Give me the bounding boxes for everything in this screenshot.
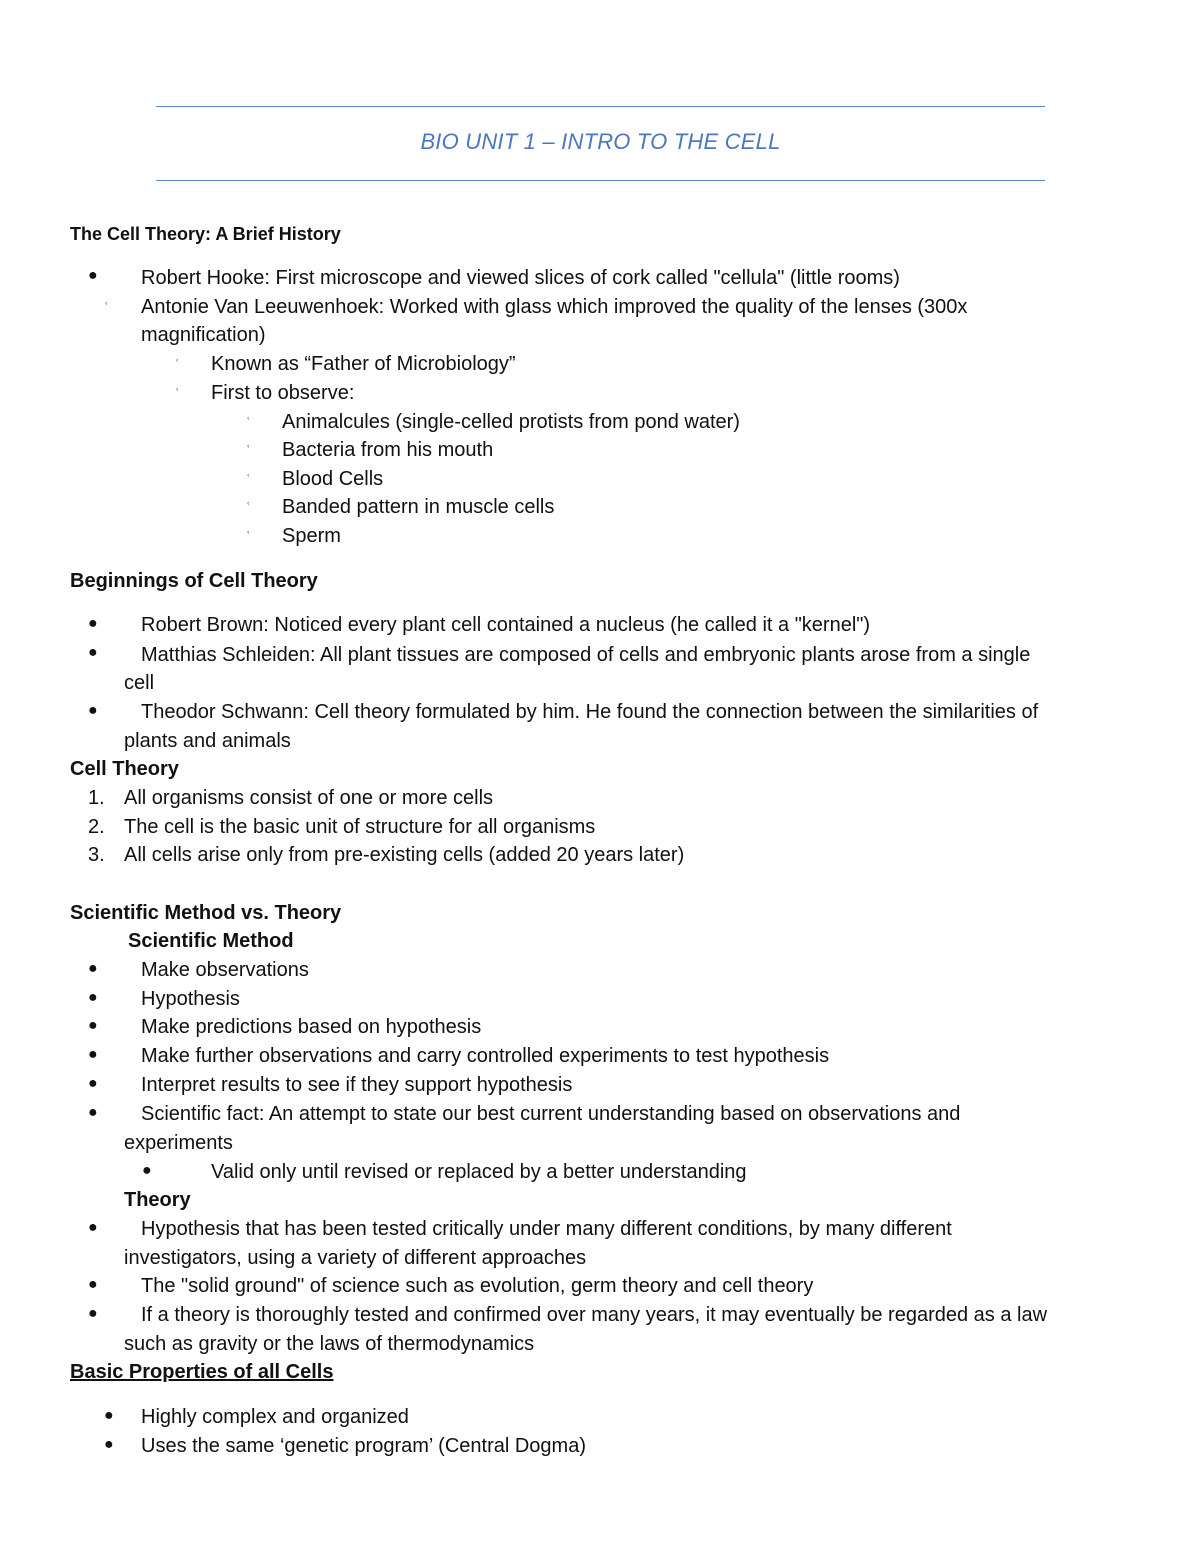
theory-heading: Theory: [124, 1189, 191, 1211]
cell-theory-item: All cells arise only from pre-existing cells (added 20 years later): [124, 844, 685, 866]
observation-item: Bacteria from his mouth: [282, 439, 494, 461]
cell-theory-item: All organisms consist of one or more cells: [124, 787, 494, 809]
property-item: Uses the same ‘genetic program’ (Central Dogma): [141, 1435, 586, 1457]
property-item: Highly complex and organized: [141, 1406, 409, 1428]
first-observe-text: First to observe:: [211, 382, 355, 404]
tick-bullet-icon: ʿ: [246, 415, 251, 430]
leeuwenhoek-text: Antonie Van Leeuwenhoek: Worked with glass which improved the quality of the lenses (300x: [141, 296, 968, 318]
schwann-text: Theodor Schwann: Cell theory formulated by him. He found the connection between the similarities of: [141, 701, 1039, 723]
method-item: Interpret results to see if they support hypothesis: [141, 1074, 573, 1096]
schleiden-text-cont: cell: [124, 672, 155, 694]
observation-item: Sperm: [282, 525, 341, 547]
observation-item: Animalcules (single-celled protists from pond water): [282, 411, 740, 433]
tick-bullet-icon: ʿ: [175, 357, 180, 372]
title-rule-bottom: [156, 180, 1045, 181]
theory-item: Hypothesis that has been tested critically under many different conditions, by many different: [141, 1218, 952, 1240]
tick-bullet-icon: ʿ: [246, 500, 251, 515]
bullet-icon: ●: [142, 1162, 152, 1179]
bullet-icon: ●: [104, 1436, 114, 1453]
title-rule-top: [156, 106, 1045, 107]
history-heading: The Cell Theory: A Brief History: [70, 224, 341, 244]
observation-item: Banded pattern in muscle cells: [282, 496, 555, 518]
method-item: Make further observations and carry controlled experiments to test hypothesis: [141, 1045, 830, 1067]
fact-text-cont: experiments: [124, 1132, 233, 1154]
bullet-icon: ●: [88, 1276, 98, 1293]
cell-theory-item: The cell is the basic unit of structure for all organisms: [124, 816, 596, 838]
bullet-icon: ●: [88, 960, 98, 977]
tick-bullet-icon: ʿ: [246, 529, 251, 544]
properties-heading: Basic Properties of all Cells: [70, 1361, 334, 1383]
leeuwenhoek-text-cont: magnification): [141, 324, 266, 346]
bullet-icon: ●: [88, 644, 98, 661]
bullet-icon: ●: [88, 989, 98, 1006]
list-number: 2.: [88, 816, 105, 838]
scientific-heading: Scientific Method vs. Theory: [70, 902, 342, 924]
method-item: Make observations: [141, 959, 309, 981]
method-item: Make predictions based on hypothesis: [141, 1016, 482, 1038]
bullet-icon: ●: [88, 1075, 98, 1092]
page-title: BIO UNIT 1 – INTRO TO THE CELL: [420, 129, 781, 154]
beginnings-heading: Beginnings of Cell Theory: [70, 570, 318, 592]
bullet-icon: ●: [88, 267, 98, 284]
theory-item: The "solid ground" of science such as evolution, germ theory and cell theory: [141, 1275, 814, 1297]
list-number: 1.: [88, 787, 105, 809]
bullet-icon: ●: [88, 1305, 98, 1322]
fact-text: Scientific fact: An attempt to state our best current understanding based on observations and: [141, 1103, 961, 1125]
method-heading: Scientific Method: [128, 930, 294, 952]
cell-theory-heading: Cell Theory: [70, 758, 179, 780]
brown-text: Robert Brown: Noticed every plant cell contained a nucleus (he called it a "kernel"): [141, 614, 871, 636]
bullet-icon: ●: [88, 702, 98, 719]
bullet-icon: ●: [88, 1017, 98, 1034]
theory-item-cont: such as gravity or the laws of thermodynamics: [124, 1333, 535, 1355]
schwann-text-cont: plants and animals: [124, 730, 291, 752]
observation-item: Blood Cells: [282, 468, 384, 490]
bullet-icon: ●: [88, 1046, 98, 1063]
theory-item-cont: investigators, using a variety of different approaches: [124, 1247, 587, 1269]
tick-bullet-icon: ʿ: [104, 300, 109, 315]
father-text: Known as “Father of Microbiology”: [211, 353, 516, 375]
theory-item: If a theory is thoroughly tested and confirmed over many years, it may eventually be regarded as a law: [141, 1304, 1048, 1326]
hooke-text: Robert Hooke: First microscope and viewed slices of cork called "cellula" (little rooms): [141, 267, 900, 289]
bullet-icon: ●: [104, 1407, 114, 1424]
bullet-icon: ●: [88, 615, 98, 632]
tick-bullet-icon: ʿ: [175, 386, 180, 401]
schleiden-text: Matthias Schleiden: All plant tissues are composed of cells and embryonic plants arose from a single: [141, 644, 1031, 666]
tick-bullet-icon: ʿ: [246, 443, 251, 458]
method-item: Hypothesis: [141, 988, 240, 1010]
list-number: 3.: [88, 844, 105, 866]
fact-sub-text: Valid only until revised or replaced by a better understanding: [211, 1161, 747, 1183]
bullet-icon: ●: [88, 1104, 98, 1121]
tick-bullet-icon: ʿ: [246, 472, 251, 487]
bullet-icon: ●: [88, 1219, 98, 1236]
